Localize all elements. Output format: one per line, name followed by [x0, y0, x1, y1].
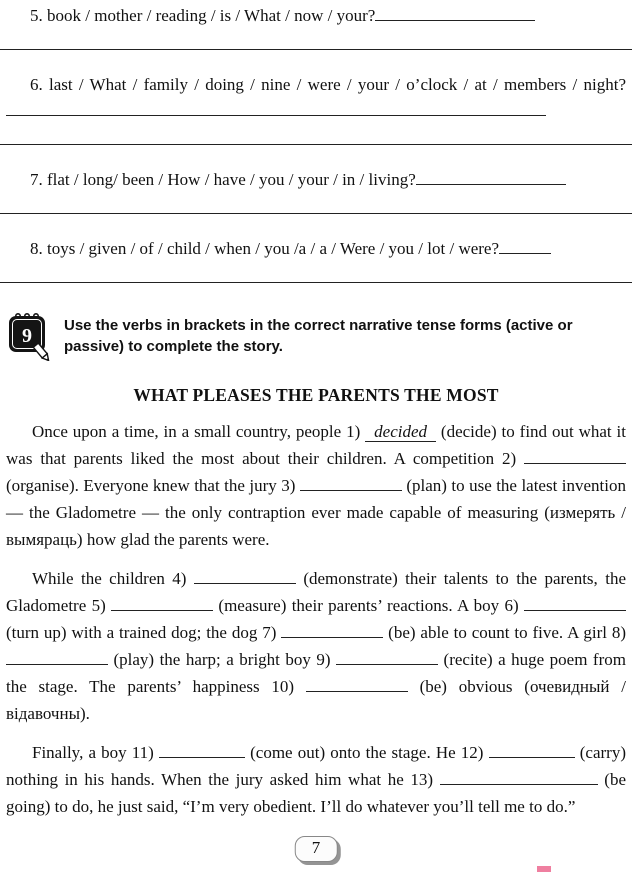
story-text: (recite) a huge poem from the stage. The parents’ happiness 10) [6, 650, 626, 696]
story-text: (organise). Everyone knew that the jury 3) [6, 476, 300, 495]
story-text: (play) the harp; a bright boy 9) [108, 650, 337, 669]
write-line [416, 171, 566, 185]
answer-blank [6, 651, 108, 665]
exercise-number: 8. [30, 239, 43, 258]
story-text: (decide) to find out what it was that parents liked the most about their children. A competition 2) [6, 422, 626, 468]
story-text: (be) able to count to five. A girl 8) [383, 623, 627, 642]
answer-blank [489, 744, 575, 758]
story-text: (plan) to use the latest invention — the Gladometre — the only contraption ever made capable of measuring (измерять / вымяраць) how glad the parents were. [6, 476, 626, 549]
story-text: Finally, a boy 11) [32, 743, 159, 762]
answer-blank [306, 678, 408, 692]
exercise-text-line [6, 167, 626, 193]
story-text: (come out) onto the stage. He 12) [244, 743, 489, 762]
filled-answer: decided [365, 422, 436, 442]
exercise-number: 5. [30, 6, 43, 25]
story-paragraphs [6, 418, 626, 820]
answer-blank [281, 624, 383, 638]
pink-mark [537, 866, 551, 872]
story-text: (demonstrate) their talents to the parents, the Gladometre 5) [6, 569, 626, 615]
story-text: (measure) their parents’ reactions. A boy 6) [213, 596, 525, 615]
story-text: (be) obvious (очевидный / відавочны). [6, 677, 626, 723]
answer-blank [194, 570, 296, 584]
exercise-text: book / mother / reading / is / What / now / your? [47, 6, 376, 25]
answer-blank [300, 477, 402, 491]
task-instruction: Use the verbs in brackets in the correct narrative tense forms (active or passive) to complete the story. [64, 317, 573, 355]
story-text: (be going) to do, he just said, “I’m very obedient. I’ll do whatever you’ll tell me to do.” [6, 770, 626, 816]
story-text: (carry) nothing in his hands. When the jury asked him what he 13) [6, 743, 626, 789]
exercise-item-6 [6, 72, 626, 145]
exercise-text-line [6, 72, 626, 124]
answer-blank [336, 651, 438, 665]
answer-blank [159, 744, 245, 758]
answer-line [0, 213, 632, 214]
story-paragraph [6, 739, 626, 820]
story-paragraph [6, 565, 626, 727]
exercise-item-7 [6, 167, 626, 214]
exercise-number: 7. [30, 170, 43, 189]
exercise-text: last / What / family / doing / nine / were / your / o’clock / at / members / night? [49, 75, 627, 94]
page-number-pill [295, 836, 338, 862]
notebook-icon [6, 311, 52, 361]
answer-line [0, 49, 632, 50]
exercise-item-5 [6, 3, 626, 50]
exercise-text: toys / given / of / child / when / you /a / a / Were / you / lot / were? [47, 239, 500, 258]
exercise-text-line [6, 236, 626, 262]
answer-blank [524, 597, 626, 611]
page-number: 7 [311, 838, 321, 857]
story-paragraph [6, 418, 626, 553]
story-text: (turn up) with a trained dog; the dog 7) [6, 623, 282, 642]
story-title: WHAT PLEASES THE PARENTS THE MOST [133, 385, 499, 405]
exercise-number: 6. [30, 75, 43, 94]
story-text: While the children 4) [32, 569, 194, 588]
answer-blank [440, 771, 598, 785]
story-text: Once upon a time, in a small country, people 1) [32, 422, 366, 441]
write-line [499, 240, 551, 254]
task-header [6, 309, 626, 361]
answer-line [0, 144, 632, 145]
exercise-text-line [6, 3, 626, 29]
exercise-text: flat / long/ been / How / have / you / your / in / living? [47, 170, 416, 189]
write-line [6, 102, 546, 116]
write-line [375, 7, 535, 21]
answer-blank [111, 597, 213, 611]
exercise-item-8 [6, 236, 626, 283]
answer-line [0, 282, 632, 283]
answer-blank [524, 450, 626, 464]
task-number: 9 [22, 325, 32, 347]
